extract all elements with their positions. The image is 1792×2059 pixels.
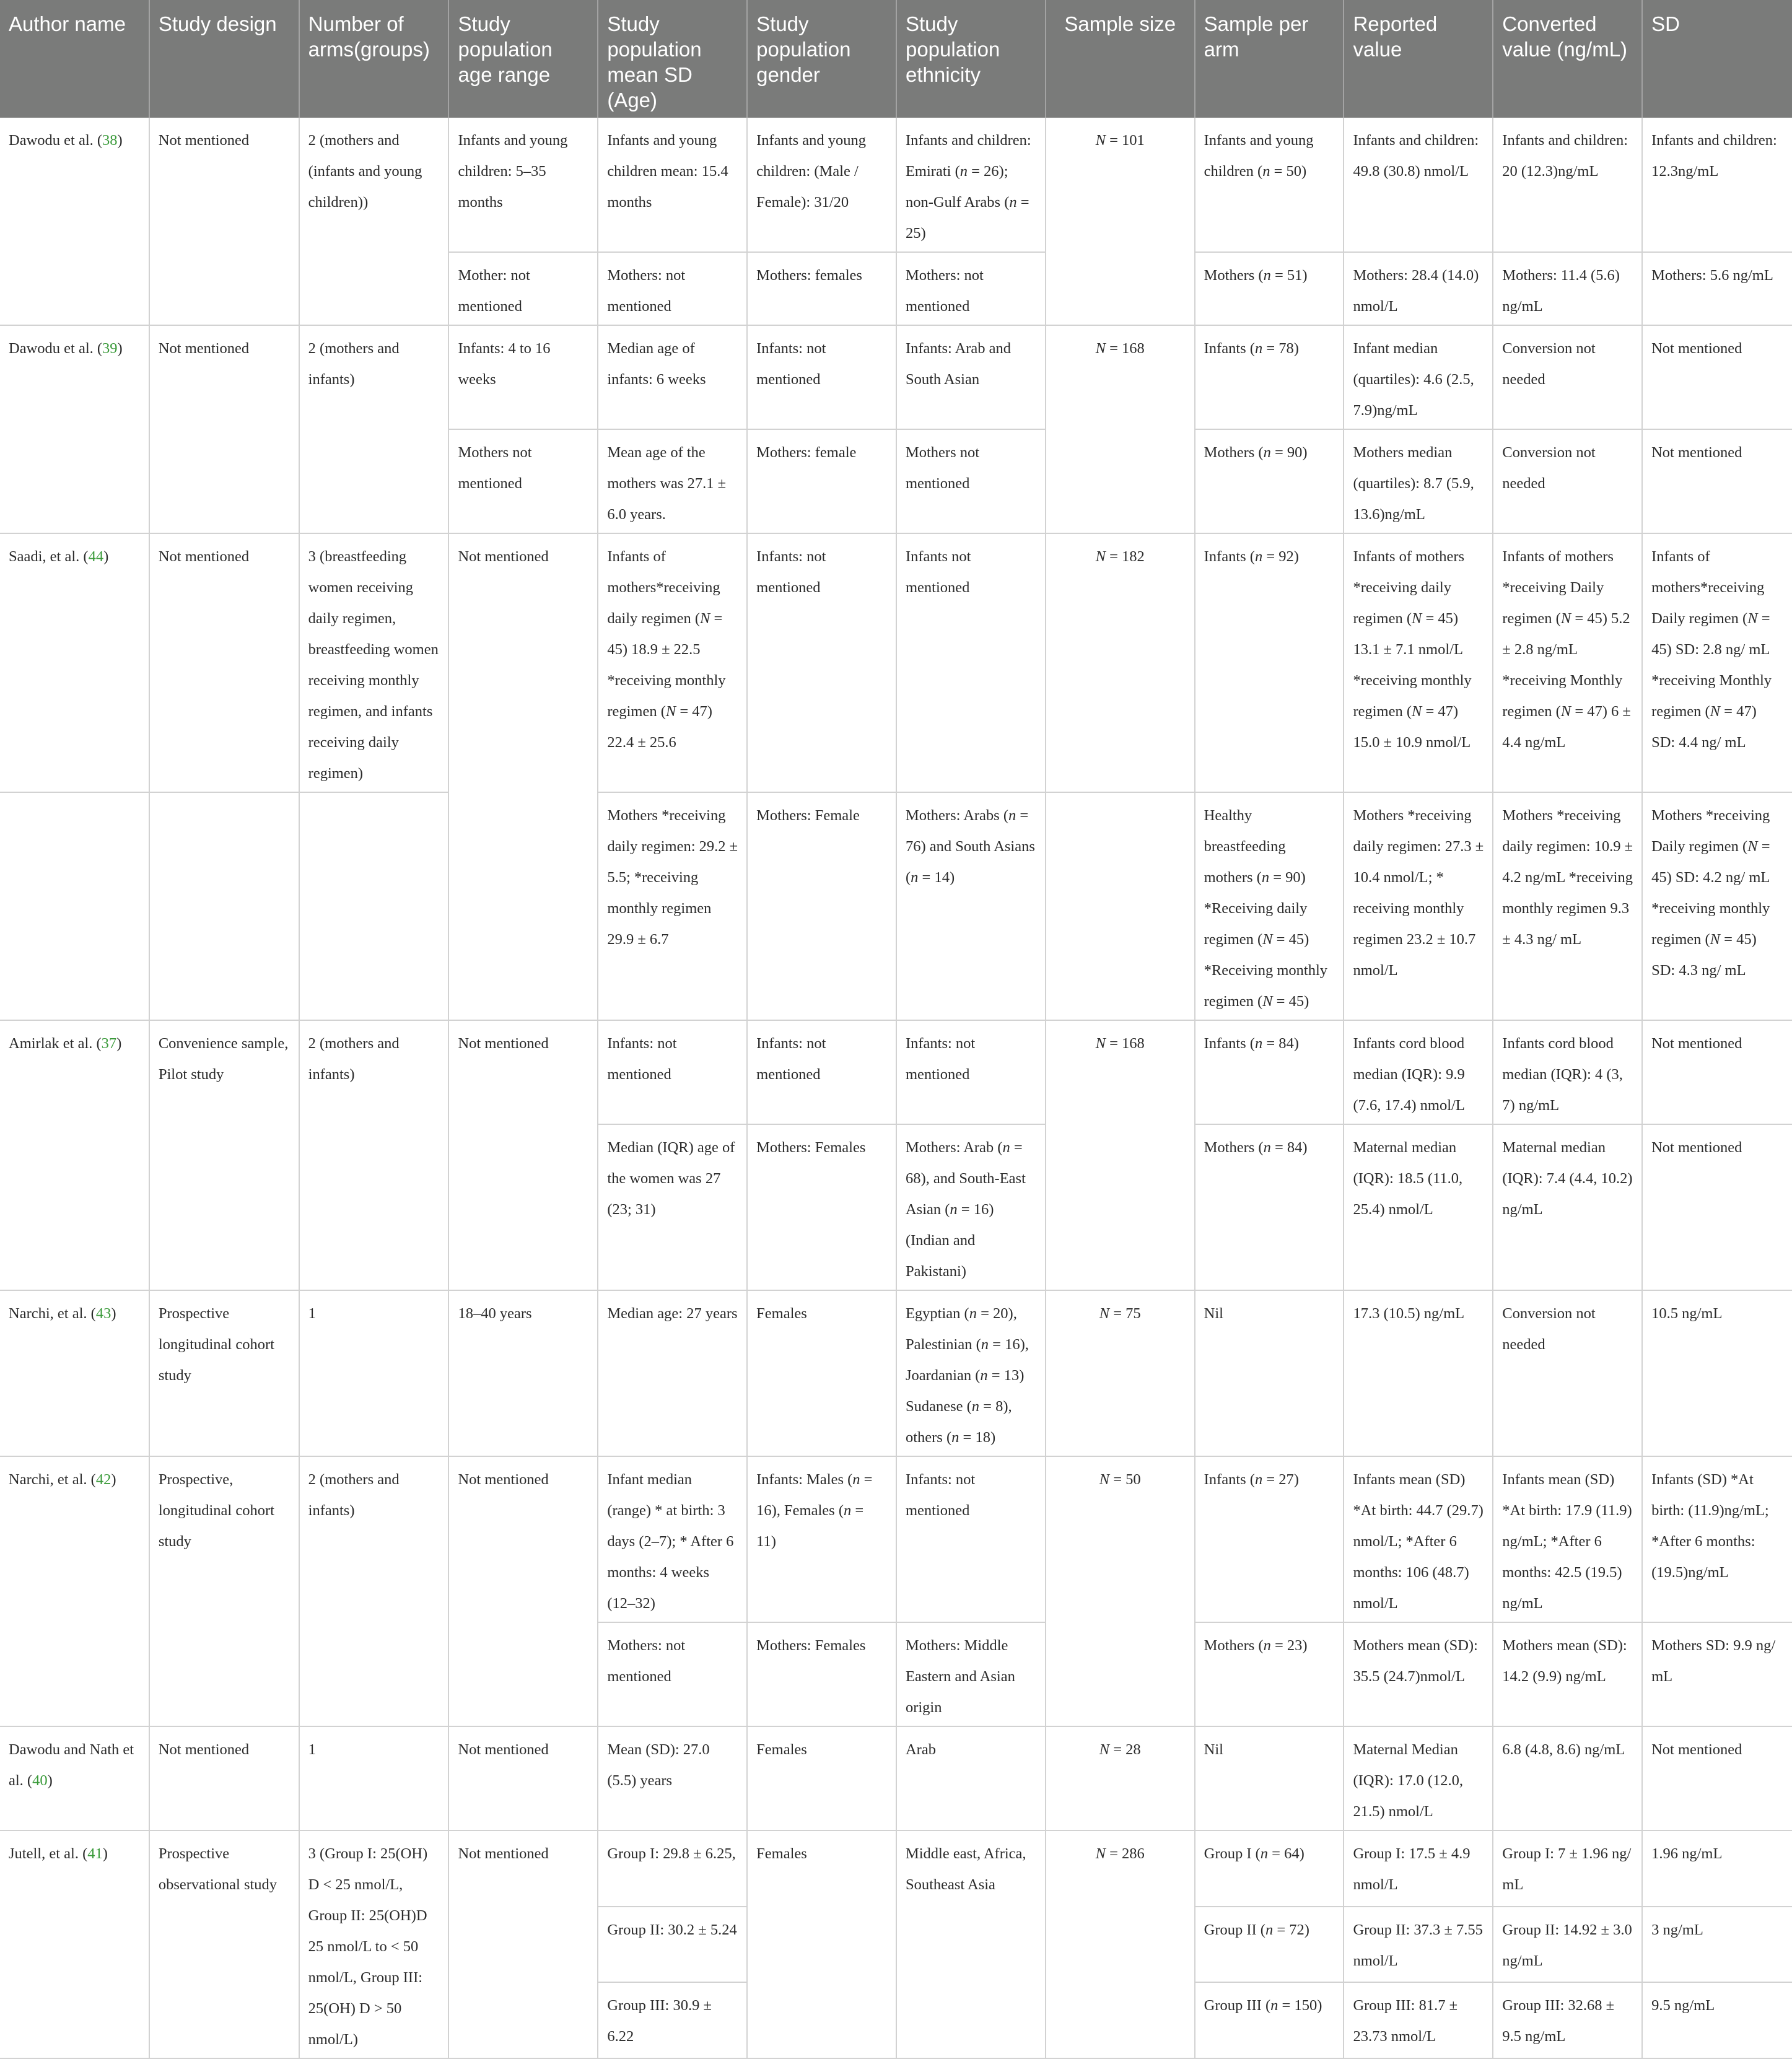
mean-age-cell: Mothers: not mentioned: [598, 252, 747, 325]
ethnicity-cell: Mothers: Arabs (n = 76) and South Asians (n = 14): [896, 792, 1046, 1020]
gender-cell: Infants: not mentioned: [747, 325, 896, 429]
mean-age-cell: Group I: 29.8 ± 6.25,: [598, 1830, 747, 1907]
sd-cell: Not mentioned: [1642, 1020, 1792, 1124]
age-range-cell: Not mentioned: [448, 533, 598, 1020]
reported-cell: Maternal Median (IQR): 17.0 (12.0, 21.5) nmol/L: [1344, 1726, 1493, 1830]
age-range-cell: Not mentioned: [448, 1020, 598, 1290]
age-range-cell: Mother: not mentioned: [448, 252, 598, 325]
converted-cell: Conversion not needed: [1493, 429, 1642, 533]
author-cell: Saadi, et al. (44): [0, 533, 149, 792]
ethnicity-cell: Infants: Arab and South Asian: [896, 325, 1046, 429]
design-cell: Prospective observational study: [149, 1830, 299, 2058]
converted-cell: Group I: 7 ± 1.96 ng/ mL: [1493, 1830, 1642, 1907]
reported-cell: Mothers *receiving daily regimen: 27.3 ± 10.4 nmol/L; * receiving monthly regimen 23.2 ± 10.7 nmol/L: [1344, 792, 1493, 1020]
converted-cell: Mothers: 11.4 (5.6) ng/mL: [1493, 252, 1642, 325]
ethnicity-cell: Infants not mentioned: [896, 533, 1046, 792]
age-range-cell: Mothers not mentioned: [448, 429, 598, 533]
mean-age-cell: Mothers: not mentioned: [598, 1622, 747, 1726]
reference-link[interactable]: 39: [102, 340, 118, 357]
author-cell-empty: [0, 792, 149, 1020]
mean-age-cell: Infant median (range) * at birth: 3 days (2–7); * After 6 months: 4 weeks (12–32): [598, 1456, 747, 1622]
age-range-cell: Not mentioned: [448, 1830, 598, 2058]
header-age-range: Study population age range: [448, 0, 598, 118]
author-cell: Narchi, et al. (43): [0, 1290, 149, 1456]
design-cell: Not mentioned: [149, 533, 299, 792]
reference-link[interactable]: 44: [88, 548, 104, 565]
sample-size-cell: N = 168: [1046, 1020, 1195, 1290]
sd-cell: Infants of mothers*receiving Daily regimen (N = 45) SD: 2.8 ng/ mL *receiving Monthly regimen (N = 47) SD: 4.4 ng/ mL: [1642, 533, 1792, 792]
per-arm-cell: Mothers (n = 51): [1195, 252, 1344, 325]
design-cell: Prospective longitudinal cohort study: [149, 1290, 299, 1456]
reported-cell: Mothers median (quartiles): 8.7 (5.9, 13.6)ng/mL: [1344, 429, 1493, 533]
per-arm-cell: Infants (n = 78): [1195, 325, 1344, 429]
converted-cell: Mothers *receiving daily regimen: 10.9 ± 4.2 ng/mL *receiving monthly regimen 9.3 ± 4.3 ng/ mL: [1493, 792, 1642, 1020]
sd-cell: Not mentioned: [1642, 1124, 1792, 1290]
per-arm-cell: Nil: [1195, 1290, 1344, 1456]
table-row: [0, 1290, 1792, 1456]
mean-age-cell: Infants and young children mean: 15.4 months: [598, 118, 747, 252]
design-cell: Not mentioned: [149, 325, 299, 533]
per-arm-cell: Group I (n = 64): [1195, 1830, 1344, 1907]
gender-cell: Mothers: females: [747, 252, 896, 325]
arms-cell: 2 (mothers and infants): [299, 1456, 449, 1726]
sd-cell: 1.96 ng/mL: [1642, 1830, 1792, 1907]
converted-cell: Infants mean (SD) *At birth: 17.9 (11.9) ng/mL; *After 6 months: 42.5 (19.5) ng/mL: [1493, 1456, 1642, 1622]
mean-age-cell: Median age: 27 years: [598, 1290, 747, 1456]
author-cell: Dawodu et al. (38): [0, 118, 149, 325]
header-arms: Number of arms(groups): [299, 0, 449, 118]
per-arm-cell: Mothers (n = 23): [1195, 1622, 1344, 1726]
sample-size-cell: N = 101: [1046, 118, 1195, 325]
header-ethnicity: Study population ethnicity: [896, 0, 1046, 118]
sd-cell: Mothers SD: 9.9 ng/ mL: [1642, 1622, 1792, 1726]
reported-cell: 17.3 (10.5) ng/mL: [1344, 1290, 1493, 1456]
gender-cell: Mothers: Females: [747, 1622, 896, 1726]
gender-cell: Females: [747, 1726, 896, 1830]
design-cell: Prospective, longitudinal cohort study: [149, 1456, 299, 1726]
per-arm-cell: Mothers (n = 84): [1195, 1124, 1344, 1290]
per-arm-cell: Group II (n = 72): [1195, 1907, 1344, 1983]
author-cell: Dawodu et al. (39): [0, 325, 149, 533]
design-cell: Convenience sample, Pilot study: [149, 1020, 299, 1290]
table-row: [0, 1726, 1792, 1830]
sample-size-cell: N = 75: [1046, 1290, 1195, 1456]
sd-cell: Not mentioned: [1642, 429, 1792, 533]
reported-cell: Group I: 17.5 ± 4.9 nmol/L: [1344, 1830, 1493, 1907]
gender-cell: Mothers: female: [747, 429, 896, 533]
reported-cell: Mothers: 28.4 (14.0) nmol/L: [1344, 252, 1493, 325]
sd-cell: Mothers *receiving Daily regimen (N = 45) SD: 4.2 ng/ mL *receiving monthly regimen (N = 45) SD: 4.3 ng/ mL: [1642, 792, 1792, 1020]
arms-cell: 1: [299, 1290, 449, 1456]
per-arm-cell: Infants (n = 84): [1195, 1020, 1344, 1124]
per-arm-cell: Infants (n = 27): [1195, 1456, 1344, 1622]
header-gender: Study population gender: [747, 0, 896, 118]
gender-cell: Females: [747, 1830, 896, 2058]
reported-cell: Infants and children: 49.8 (30.8) nmol/L: [1344, 118, 1493, 252]
author-cell: Amirlak et al. (37): [0, 1020, 149, 1290]
converted-cell: Infants of mothers *receiving Daily regimen (N = 45) 5.2 ± 2.8 ng/mL *receiving Monthly regimen (N = 47) 6 ± 4.4 ng/mL: [1493, 533, 1642, 792]
sd-cell: Mothers: 5.6 ng/mL: [1642, 252, 1792, 325]
sd-cell: 10.5 ng/mL: [1642, 1290, 1792, 1456]
sample-size-cell: N = 286: [1046, 1830, 1195, 2058]
header-sample-size: Sample size: [1046, 0, 1195, 118]
age-range-cell: Infants and young children: 5–35 months: [448, 118, 598, 252]
reported-cell: Group II: 37.3 ± 7.55 nmol/L: [1344, 1907, 1493, 1983]
header-converted: Converted value (ng/mL): [1493, 0, 1642, 118]
per-arm-cell: Infants (n = 92): [1195, 533, 1344, 792]
mean-age-cell: Infants: not mentioned: [598, 1020, 747, 1124]
sample-size-cell: N = 168: [1046, 325, 1195, 533]
ethnicity-cell: Middle east, Africa, Southeast Asia: [896, 1830, 1046, 2058]
age-range-cell: 18–40 years: [448, 1290, 598, 1456]
per-arm-cell: Nil: [1195, 1726, 1344, 1830]
reported-cell: Mothers mean (SD): 35.5 (24.7)nmol/L: [1344, 1622, 1493, 1726]
reference-link[interactable]: 41: [87, 1845, 103, 1862]
reported-cell: Group III: 81.7 ± 23.73 nmol/L: [1344, 1982, 1493, 2058]
per-arm-cell: Mothers (n = 90): [1195, 429, 1344, 533]
reference-link[interactable]: 43: [95, 1305, 111, 1322]
converted-cell: Group III: 32.68 ± 9.5 ng/mL: [1493, 1982, 1642, 2058]
design-cell-empty: [149, 792, 299, 1020]
gender-cell: Mothers: Female: [747, 792, 896, 1020]
sd-cell: Not mentioned: [1642, 325, 1792, 429]
header-row: [0, 0, 1792, 118]
gender-cell: Infants and young children: (Male / Female): 31/20: [747, 118, 896, 252]
per-arm-cell: Group III (n = 150): [1195, 1982, 1344, 2058]
arms-cell: 3 (Group I: 25(OH) D < 25 nmol/L, Group II: 25(OH)D 25 nmol/L to < 50 nmol/L, Group III: 25(OH) D > 50 nmol/L): [299, 1830, 449, 2058]
header-mean-age: Study population mean SD (Age): [598, 0, 747, 118]
gender-cell: Mothers: Females: [747, 1124, 896, 1290]
mean-age-cell: Infants of mothers*receiving daily regimen (N = 45) 18.9 ± 22.5 *receiving monthly regimen (N = 47) 22.4 ± 25.6: [598, 533, 747, 792]
age-range-cell: Not mentioned: [448, 1726, 598, 1830]
ethnicity-cell: Infants: not mentioned: [896, 1020, 1046, 1124]
ethnicity-cell: Egyptian (n = 20), Palestinian (n = 16), Joardanian (n = 13) Sudanese (n = 8), others (n = 18): [896, 1290, 1046, 1456]
mean-age-cell: Median (IQR) age of the women was 27 (23; 31): [598, 1124, 747, 1290]
arms-cell: 2 (mothers and infants): [299, 1020, 449, 1290]
mean-age-cell: Group II: 30.2 ± 5.24: [598, 1907, 747, 1983]
gender-cell: Females: [747, 1290, 896, 1456]
ethnicity-cell: Mothers not mentioned: [896, 429, 1046, 533]
converted-cell: Maternal median (IQR): 7.4 (4.4, 10.2) ng/mL: [1493, 1124, 1642, 1290]
arms-cell: 2 (mothers and infants): [299, 325, 449, 533]
mean-age-cell: Mean (SD): 27.0 (5.5) years: [598, 1726, 747, 1830]
table-row: [0, 325, 1792, 429]
converted-cell: Infants cord blood median (IQR): 4 (3, 7) ng/mL: [1493, 1020, 1642, 1124]
sd-cell: Not mentioned: [1642, 1726, 1792, 1830]
design-cell: Not mentioned: [149, 118, 299, 325]
table-row: [0, 1456, 1792, 1622]
age-range-cell: Not mentioned: [448, 1456, 598, 1726]
author-cell: Jutell, et al. (41): [0, 1830, 149, 2058]
header-per-arm: Sample per arm: [1195, 0, 1344, 118]
reported-cell: Infants cord blood median (IQR): 9.9 (7.6, 17.4) nmol/L: [1344, 1020, 1493, 1124]
table-row: [0, 1020, 1792, 1124]
sample-size-cell: N = 50: [1046, 1456, 1195, 1726]
ethnicity-cell: Infants: not mentioned: [896, 1456, 1046, 1622]
header-sd: SD: [1642, 0, 1792, 118]
arms-cell: 2 (mothers and (infants and young children)): [299, 118, 449, 325]
arms-cell: 3 (breastfeeding women receiving daily regimen, breastfeeding women receiving monthly regimen, and infants receiving daily regimen): [299, 533, 449, 792]
converted-cell: 6.8 (4.8, 8.6) ng/mL: [1493, 1726, 1642, 1830]
reference-link[interactable]: 40: [32, 1772, 48, 1789]
ethnicity-cell: Mothers: not mentioned: [896, 252, 1046, 325]
header-reported: Reported value: [1344, 0, 1493, 118]
age-range-cell: Infants: 4 to 16 weeks: [448, 325, 598, 429]
reported-cell: Maternal median (IQR): 18.5 (11.0, 25.4) nmol/L: [1344, 1124, 1493, 1290]
ethnicity-cell: Infants and children: Emirati (n = 26); non-Gulf Arabs (n = 25): [896, 118, 1046, 252]
reported-cell: Infant median (quartiles): 4.6 (2.5, 7.9)ng/mL: [1344, 325, 1493, 429]
mean-age-cell: Mothers *receiving daily regimen: 29.2 ± 5.5; *receiving monthly regimen 29.9 ± 6.7: [598, 792, 747, 1020]
sample-size-cell: N = 182: [1046, 533, 1195, 792]
arms-cell-empty: [299, 792, 449, 1020]
ethnicity-cell: Mothers: Arab (n = 68), and South-East Asian (n = 16) (Indian and Pakistani): [896, 1124, 1046, 1290]
table-row: [0, 1830, 1792, 1907]
sd-cell: 3 ng/mL: [1642, 1907, 1792, 1983]
converted-cell: Mothers mean (SD): 14.2 (9.9) ng/mL: [1493, 1622, 1642, 1726]
reference-link[interactable]: 42: [95, 1471, 111, 1488]
mean-age-cell: Group III: 30.9 ± 6.22: [598, 1982, 747, 2058]
gender-cell: Infants: not mentioned: [747, 533, 896, 792]
table-row: [0, 792, 1792, 1020]
ethnicity-cell: Mothers: Middle Eastern and Asian origin: [896, 1622, 1046, 1726]
sd-cell: 9.5 ng/mL: [1642, 1982, 1792, 2058]
reported-cell: Infants mean (SD) *At birth: 44.7 (29.7) nmol/L; *After 6 months: 106 (48.7) nmol/L: [1344, 1456, 1493, 1622]
mean-age-cell: Mean age of the mothers was 27.1 ± 6.0 years.: [598, 429, 747, 533]
sample-size-cell-empty: [1046, 792, 1195, 1020]
converted-cell: Group II: 14.92 ± 3.0 ng/mL: [1493, 1907, 1642, 1983]
sd-cell: Infants (SD) *At birth: (11.9)ng/mL; *After 6 months: (19.5)ng/mL: [1642, 1456, 1792, 1622]
table-row: [0, 533, 1792, 792]
sd-cell: Infants and children: 12.3ng/mL: [1642, 118, 1792, 252]
author-cell: Dawodu and Nath et al. (40): [0, 1726, 149, 1830]
per-arm-cell: Healthy breastfeeding mothers (n = 90) *Receiving daily regimen (N = 45) *Receiving monthly regimen (N = 45): [1195, 792, 1344, 1020]
per-arm-cell: Infants and young children (n = 50): [1195, 118, 1344, 252]
mean-age-cell: Median age of infants: 6 weeks: [598, 325, 747, 429]
reference-link[interactable]: 37: [101, 1035, 117, 1052]
author-cell: Narchi, et al. (42): [0, 1456, 149, 1726]
converted-cell: Conversion not needed: [1493, 1290, 1642, 1456]
converted-cell: Conversion not needed: [1493, 325, 1642, 429]
table-row: [0, 118, 1792, 252]
design-cell: Not mentioned: [149, 1726, 299, 1830]
gender-cell: Infants: not mentioned: [747, 1020, 896, 1124]
ethnicity-cell: Arab: [896, 1726, 1046, 1830]
gender-cell: Infants: Males (n = 16), Females (n = 11): [747, 1456, 896, 1622]
reported-cell: Infants of mothers *receiving daily regimen (N = 45) 13.1 ± 7.1 nmol/L *receiving monthly regimen (N = 47) 15.0 ± 10.9 nmol/L: [1344, 533, 1493, 792]
reference-link[interactable]: 38: [102, 132, 118, 149]
header-author: Author name: [0, 0, 149, 118]
arms-cell: 1: [299, 1726, 449, 1830]
converted-cell: Infants and children: 20 (12.3)ng/mL: [1493, 118, 1642, 252]
sample-size-cell: N = 28: [1046, 1726, 1195, 1830]
header-design: Study design: [149, 0, 299, 118]
